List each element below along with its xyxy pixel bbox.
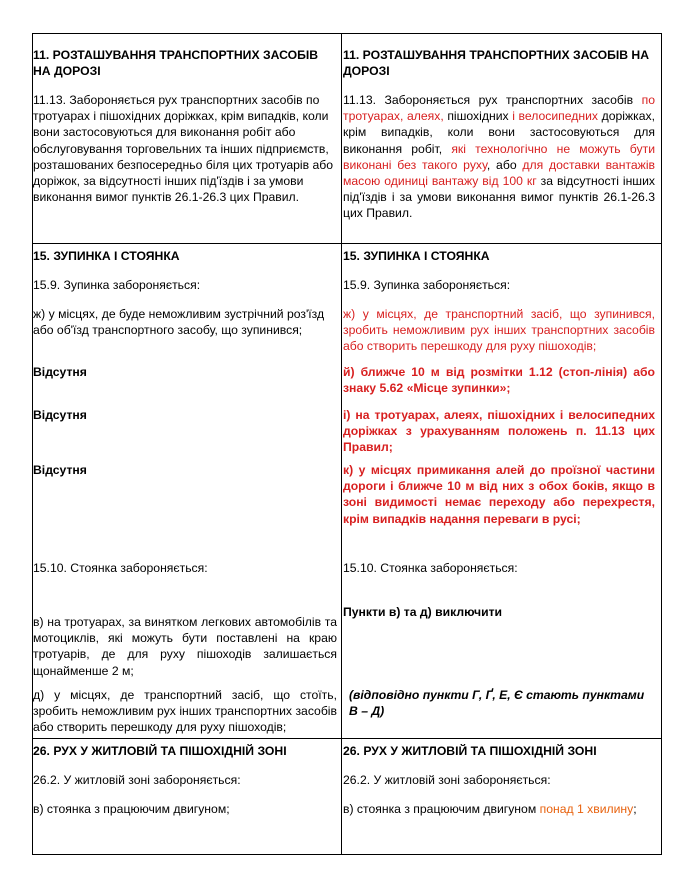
section-heading: 11. РОЗТАШУВАННЯ ТРАНСПОРТНИХ ЗАСОБІВ НА ДОРОЗІ [33,48,319,79]
text-run: , або [486,157,523,172]
table-border-bottom [32,854,662,855]
changed-text: понад 1 хвилину [539,802,634,816]
clause-26-2-v-proposed [343,801,655,817]
text-run: 11.13. Забороняється рух транспортних засобів [343,93,642,107]
section-heading: 26. РУХ У ЖИТЛОВІЙ ТА ПІШОХІДНІЙ ЗОНІ [343,744,597,758]
clause-v-current: в) на тротуарах, за винятком легкових автомобілів та мотоциклів, які можуть бути поставлені на краю тротуарів, де для руху пішоходів залишається щонайменше 2 м; [33,615,337,678]
changed-text: і велосипедних [512,109,599,124]
section-heading: 11. РОЗТАШУВАННЯ ТРАНСПОРТНИХ ЗАСОБІВ НА ДОРОЗІ [343,48,650,79]
comparison-table [32,33,662,855]
exclude-note: Пункти в) та д) виключити [343,605,503,619]
clause-15-9-proposed: 15.9. Зупинка забороняється: [343,278,511,292]
clause-zh-proposed: ж) у місцях, де транспортний засіб, що зупинився, зробить неможливим рух інших транспортних засобів або створить перешкоду для руху пішоходів; [343,307,655,354]
row-2-current-cell [32,244,341,738]
clause-i-proposed: і) на тротуарах, алеях, пішохідних і велосипедних доріжках з урахуванням положень п. 11.13 цих Правил; [343,408,655,455]
section-heading: 26. РУХ У ЖИТЛОВІЙ ТА ПІШОХІДНІЙ ЗОНІ [33,744,287,758]
clause-26-2-current: 26.2. У житловій зоні забороняється: [33,773,241,787]
clause-11-13-proposed [343,92,655,222]
row-1-current-cell [32,33,341,243]
text-run: пішохідних [443,109,513,124]
clause-zh-current: ж) у місцях, де буде неможливим зустрічний роз'їзд або об'їзд транспортного засобу, що зупинився; [33,307,325,338]
clause-11-13-current: 11.13. Забороняється рух транспортних засобів по тротуарах і пішохідних доріжках, крім випадків, коли вони застосовуються для виконання робіт або обслуговування торговельних та інших підприємств, розташованих безпосередньо біля цих тротуарів або доріжок, за відсутності інших під'їздів і за умови виконання вимог пунктів 26.1-26.3 цих Правил. [33,93,334,205]
renumbering-note: (відповідно пункти Г, Ґ, Е, Є стають пунктами В – Д) [349,688,645,719]
clause-15-10-proposed: 15.10. Стоянка забороняється: [343,561,518,575]
row-3-proposed-cell [342,739,661,854]
absent-label: Відсутня [33,365,87,379]
text-run: за відсутності інших під'їздів і за умови виконання вимог пунктів 26.1-26.3 цих Правил. [343,174,655,221]
absent-label: Відсутня [33,408,87,422]
table-border-right [661,33,662,855]
text-run: ; [633,802,637,816]
row-1-proposed-cell [342,33,661,243]
clause-y-proposed: й) ближче 10 м від розмітки 1.12 (стоп-лінія) або знаку 5.62 «Місце зупинки»; [343,365,655,396]
clause-26-2-proposed: 26.2. У житловій зоні забороняється: [343,773,551,787]
text-run: доріжках, крім випадків, коли вони застосовуються для виконання робіт, [343,109,656,156]
text-run: в) стоянка з працюючим двигуном [343,802,540,816]
clause-15-9-current: 15.9. Зупинка забороняється: [33,278,201,292]
changed-text: для доставки вантажів масою одиниці вантажу від 100 кг [343,157,656,189]
row-3-current-cell [32,739,341,854]
clause-d-current: д) у місцях, де транспортний засіб, що стоїть, зробить неможливим рух інших транспортних засобів або створить перешкоду для руху пішоходів; [33,688,337,735]
changed-text: по тротуарах, алеях, [343,93,655,124]
clause-k-proposed: к) у місцях примикання алей до проїзної частини дороги і ближче 10 м від них з обох боків, якщо в зоні видимості немає переходу або перехрестя, крім випадків надання переваги в русі; [343,463,655,526]
clause-26-2-v-current: в) стоянка з працюючим двигуном; [33,802,230,816]
clause-15-10-current: 15.10. Стоянка забороняється: [33,561,208,575]
section-heading: 15. ЗУПИНКА І СТОЯНКА [33,249,180,263]
row-2-proposed-cell [342,244,661,738]
section-heading: 15. ЗУПИНКА І СТОЯНКА [343,249,490,263]
changed-text: які технологічно не можуть бути виконані без такого руху [343,141,655,172]
absent-label: Відсутня [33,463,87,477]
